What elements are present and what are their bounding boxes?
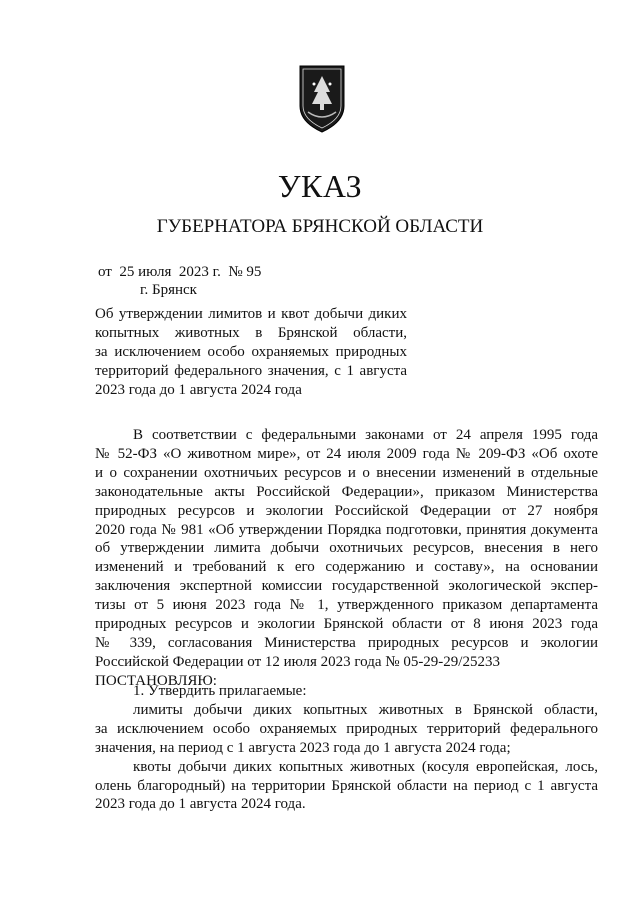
subject-line: Об утверждении лимитов и квот добычи диких	[95, 306, 407, 322]
decree-item-heading: 1. Утвердить прилагаемые:	[133, 683, 307, 699]
preamble-line: 2020 года № 981 «Об утверждении Порядка подготовки, принятия документа	[95, 521, 598, 538]
preamble-line: тизы от 5 июня 2023 года № 1, утвержденного приказом департамента	[95, 597, 598, 614]
decree-line: лимиты добычи диких копытных животных в Брянской области,	[133, 701, 598, 718]
document-date-number: от 25 июля 2023 г. № 95	[98, 264, 262, 280]
preamble-line: природных ресурсов и экологии Брянской области от 8 июня 2023 года	[95, 616, 598, 633]
document-subject	[95, 305, 407, 400]
decree-line: олень благородный) на территории Брянской области на период с 1 августа	[95, 777, 598, 794]
preamble-line: и о сохранении охотничьих ресурсов и о внесении изменений в отдельные	[95, 464, 598, 481]
coat-of-arms-icon	[294, 62, 350, 138]
decree-line: за исключением особо охраняемых природных территорий федерального	[95, 720, 598, 737]
preamble-line: Российской Федерации от 12 июля 2023 года № 05-29-29/25233	[95, 653, 500, 670]
document-city: г. Брянск	[140, 282, 197, 298]
preamble-line: № 339, согласования Министерства природных ресурсов и экологии	[95, 634, 598, 651]
decree-line: значения, на период с 1 августа 2023 года до 1 августа 2024 года;	[95, 739, 511, 756]
decree-line: квоты добычи диких копытных животных (косуля европейская, лось,	[133, 758, 598, 775]
preamble-line: об утверждении лимита добычи охотничьих ресурсов, внесения в него	[95, 540, 598, 557]
preamble-line: заключения экспертной комиссии государственной экологической экспер-	[95, 578, 598, 595]
preamble-line: № 52-ФЗ «О животном мире», от 24 июля 2009 года № 209-ФЗ «Об охоте	[95, 445, 598, 462]
subject-line: за исключением особо охраняемых природных	[95, 344, 407, 360]
preamble-line: законодательные акты Российской Федерации», приказом Министерства	[95, 483, 598, 500]
subject-line: копытных животных в Брянской области,	[95, 325, 407, 341]
decree-line: 2023 года до 1 августа 2024 года.	[95, 796, 306, 813]
subject-line: 2023 года до 1 августа 2024 года	[95, 382, 302, 398]
document-subtitle: ГУБЕРНАТОРА БРЯНСКОЙ ОБЛАСТИ	[156, 216, 484, 237]
preamble-paragraph	[95, 426, 598, 691]
decree-keyword: ПОСТАНОВЛЯЮ:	[95, 672, 217, 689]
preamble-line: природных ресурсов и экологии Российской Федерации от 27 ноября	[95, 502, 598, 519]
preamble-line: В соответствии с федеральными законами от 24 апреля 1995 года	[133, 427, 598, 443]
preamble-line: изменений и требований к его содержанию и составу», на основании	[95, 559, 598, 576]
document-title: УКАЗ	[277, 168, 363, 204]
subject-line: территорий федерального значения, с 1 августа	[95, 363, 407, 379]
decree-section	[95, 682, 598, 814]
